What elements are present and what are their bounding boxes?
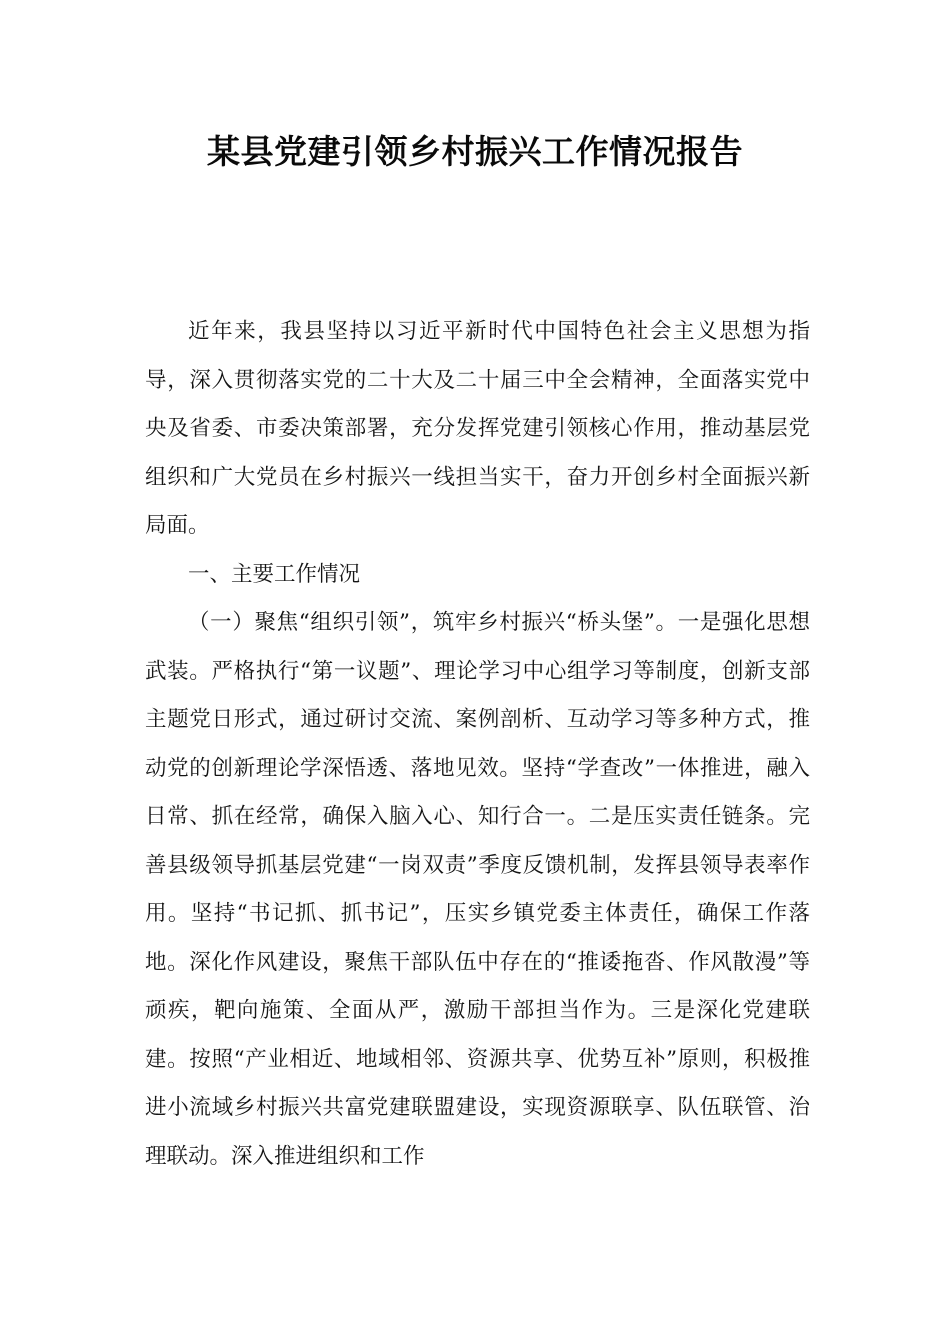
section-heading: 一、主要工作情况 <box>188 561 361 587</box>
document-title: 某县党建引领乡村振兴工作情况报告 <box>207 132 743 171</box>
document-body <box>145 308 810 1181</box>
body-paragraph: （一）聚焦“组织引领”，筑牢乡村振兴“桥头堡”。一是强化思想武装。严格执行“第一议题”、理论学习中心组学习等制度，创新支部主题党日形式，通过研讨交流、案例剖析、互动学习等多种方式，推动党的创新理论学深悟透、落地见效。坚持“学查改”一体推进，融入日常、抓在经常，确保入脑入心、知行合一。二是压实责任链条。完善县级领导抓基层党建“一岗双责”季度反馈机制，发挥县领导表率作用。坚持“书记抓、抓书记”，压实乡镇党委主体责任，确保工作落地。深化作风建设，聚焦干部队伍中存在的“推诿拖沓、作风散漫”等顽疾，靶向施策、全面从严，激励干部担当作为。三是深化党建联建。按照“产业相近、地域相邻、资源共享、优势互补”原则，积极推进小流域乡村振兴共富党建联盟建设，实现资源联享、队伍联管、治理联动。深入推进组织和工作 <box>145 610 810 1169</box>
intro-paragraph: 近年来，我县坚持以习近平新时代中国特色社会主义思想为指导，深入贯彻落实党的二十大及二十届三中全会精神，全面落实党中央及省委、市委决策部署，充分发挥党建引领核心作用，推动基层党组织和广大党员在乡村振兴一线担当实干，奋力开创乡村全面振兴新局面。 <box>145 319 810 538</box>
